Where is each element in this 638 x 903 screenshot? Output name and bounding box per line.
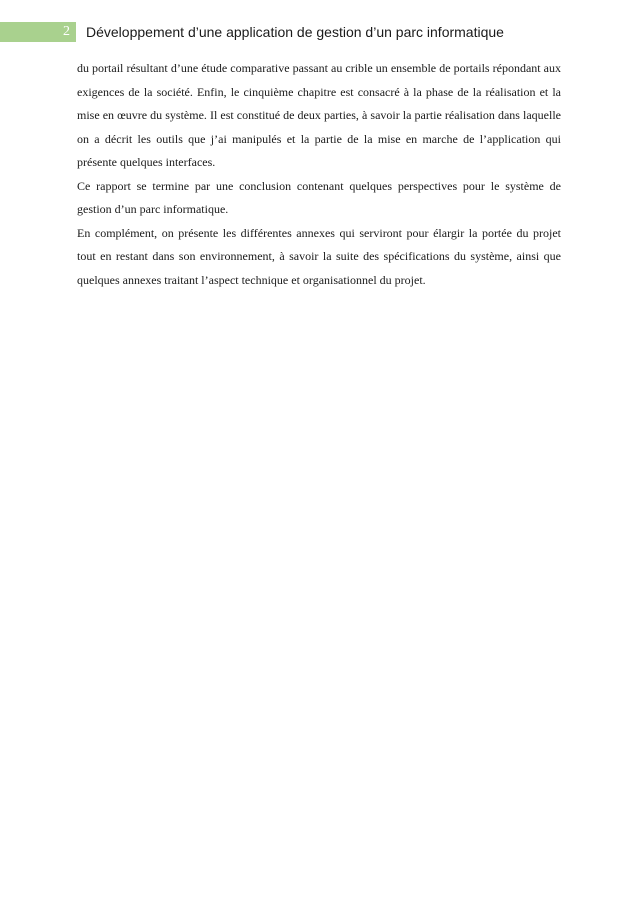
paragraph-1: du portail résultant d’une étude comparative passant au crible un ensemble de portails répondant aux exigences de la société. Enfin, le cinquième chapitre est consacré à la phase de la réalisation et la mise en œuvre du système. Il est constitué de deux parties, à savoir la partie réalisation dans laquelle on a décrit les outils que j’ai manipulés et la partie de la mise en marche de l’application qui présente quelques interfaces.: [77, 61, 561, 169]
paragraph-3: En complément, on présente les différentes annexes qui serviront pour élargir la portée du projet tout en restant dans son environnement, à savoir la suite des spécifications du système, ainsi que quelques annexes traitant l’aspect technique et organisationnel du projet.: [77, 225, 561, 287]
page-header: [0, 22, 638, 42]
page-number: 2: [63, 24, 70, 39]
header-title: Développement d’une application de gestion d’un parc informatique: [86, 24, 504, 40]
body-text: [77, 57, 561, 292]
paragraph-2: Ce rapport se termine par une conclusion contenant quelques perspectives pour le système de gestion d’un parc informatique.: [77, 178, 561, 216]
page-number-box: [0, 22, 76, 42]
